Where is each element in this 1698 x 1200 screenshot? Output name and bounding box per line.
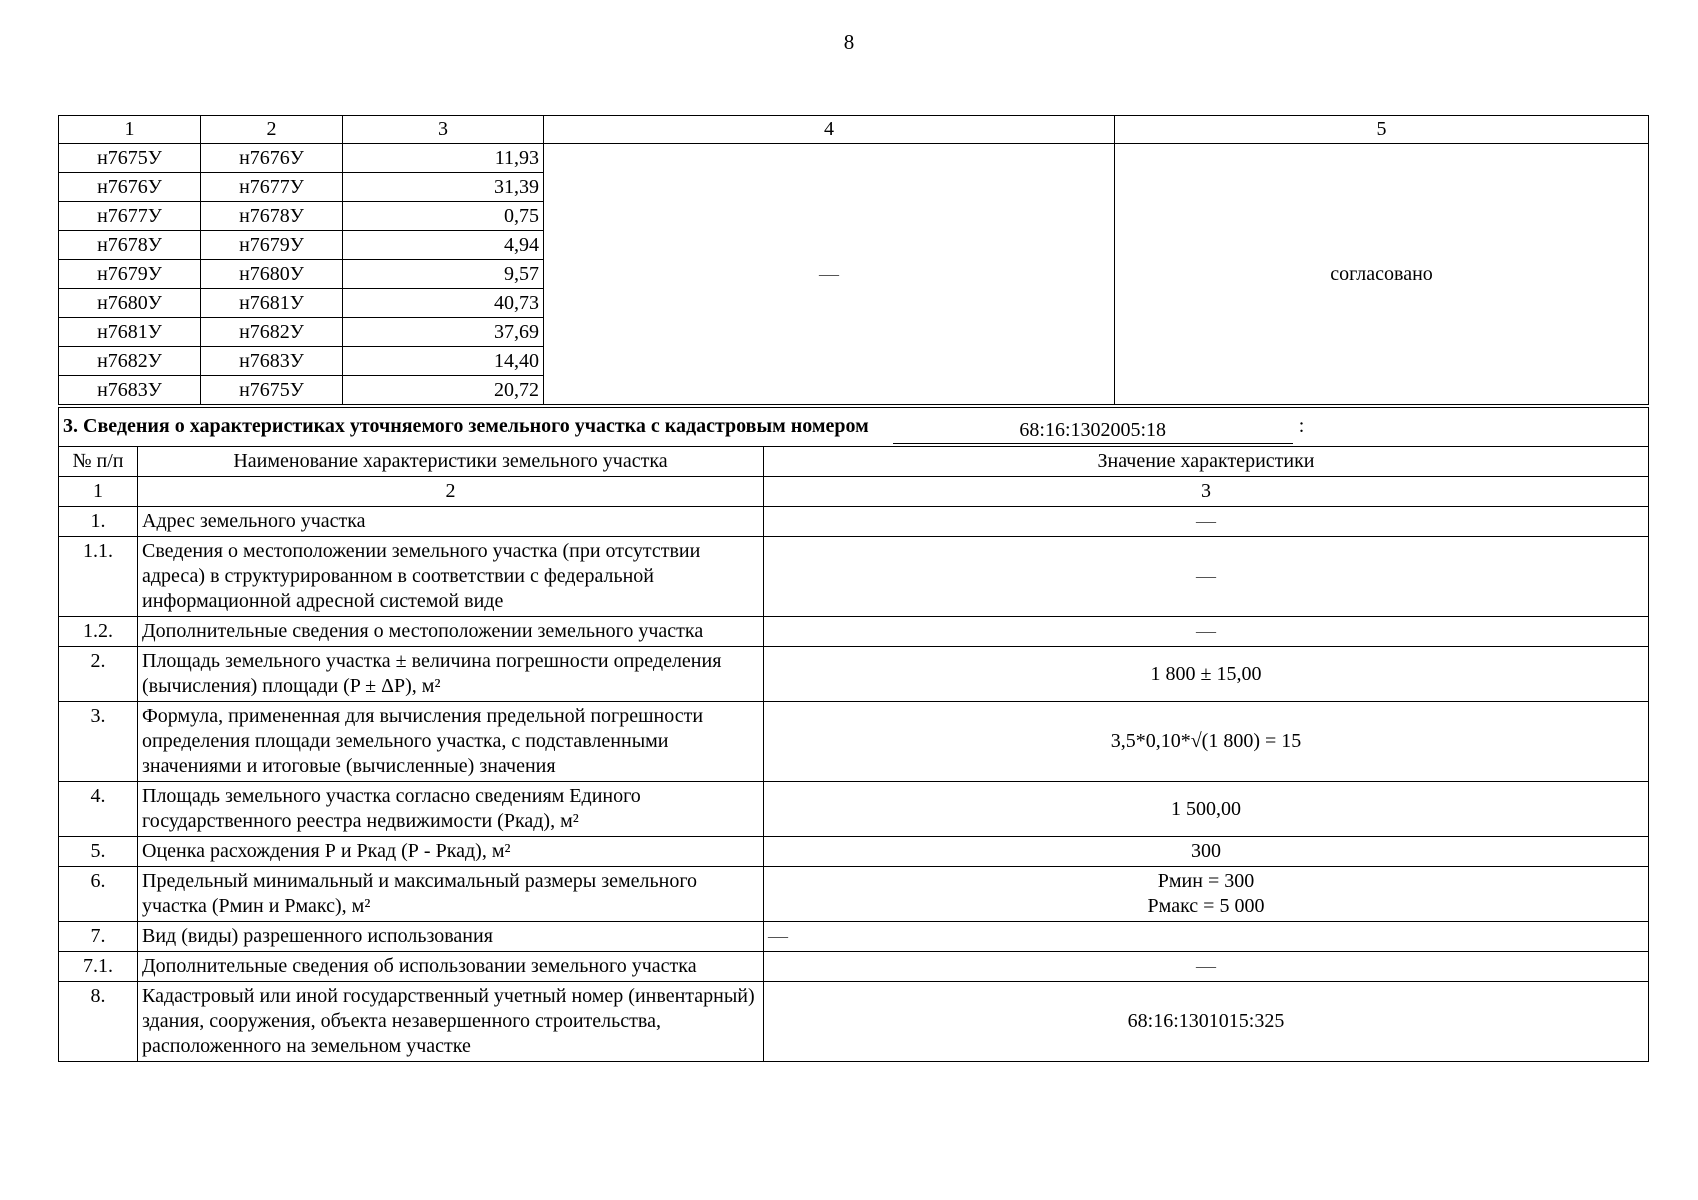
row-number: 1.1. — [59, 537, 138, 617]
row-number: 7.1. — [59, 952, 138, 982]
to-point: н7682У — [201, 318, 343, 347]
column-number-row — [59, 477, 1649, 507]
row-name: Кадастровый или иной государственный учетный номер (инвентарный) здания, сооружения, объекта незавершенного строительства, расположенного на земельном участке — [138, 982, 764, 1062]
col-header-5: 5 — [1115, 116, 1649, 144]
to-point: н7677У — [201, 173, 343, 202]
table-row — [59, 782, 1649, 837]
from-point: н7682У — [59, 347, 201, 376]
row-number: 3. — [59, 702, 138, 782]
from-point: н7680У — [59, 289, 201, 318]
row-number: 5. — [59, 837, 138, 867]
segment-length: 0,75 — [343, 202, 544, 231]
row-name: Вид (виды) разрешенного использования — [138, 922, 764, 952]
row-number: 6. — [59, 867, 138, 922]
table-row — [59, 702, 1649, 782]
segment-length: 37,69 — [343, 318, 544, 347]
table-row — [59, 507, 1649, 537]
characteristics-table — [58, 407, 1649, 1062]
row-value: 3,5*0,10*√(1 800) = 15 — [764, 702, 1649, 782]
section-title-row — [59, 408, 1649, 447]
segment-length: 31,39 — [343, 173, 544, 202]
row-number: 7. — [59, 922, 138, 952]
to-point: н7676У — [201, 144, 343, 173]
col-header-3: 3 — [343, 116, 544, 144]
table-row — [59, 144, 1649, 173]
table-row — [59, 617, 1649, 647]
col-header-4: 4 — [544, 116, 1115, 144]
row-number: 1.2. — [59, 617, 138, 647]
to-point: н7683У — [201, 347, 343, 376]
to-point: н7675У — [201, 376, 343, 405]
from-point: н7676У — [59, 173, 201, 202]
col-number-2: 2 — [138, 477, 764, 507]
to-point: н7681У — [201, 289, 343, 318]
row-name: Оценка расхождения Р и Ркад (Р - Ркад), м² — [138, 837, 764, 867]
segment-length: 4,94 — [343, 231, 544, 260]
row-value: 1 500,00 — [764, 782, 1649, 837]
col5-value: согласовано — [1115, 144, 1649, 405]
from-point: н7683У — [59, 376, 201, 405]
row-value: — — [764, 952, 1649, 982]
segment-length: 14,40 — [343, 347, 544, 376]
row-name: Площадь земельного участка ± величина погрешности определения (вычисления) площади (P ± ΔP), м² — [138, 647, 764, 702]
row-value: 68:16:1301015:325 — [764, 982, 1649, 1062]
row-name: Площадь земельного участка согласно сведениям Единого государственного реестра недвижимости (Ркад), м² — [138, 782, 764, 837]
table-row — [59, 982, 1649, 1062]
from-point: н7678У — [59, 231, 201, 260]
col-number-3: 3 — [764, 477, 1649, 507]
row-name: Формула, примененная для вычисления предельной погрешности определения площади земельного участка, с подставленными значениями и итоговые (вычисленные) значения — [138, 702, 764, 782]
col-header-2: 2 — [201, 116, 343, 144]
row-value: — — [764, 537, 1649, 617]
col4-value: — — [544, 144, 1115, 405]
row-number: 1. — [59, 507, 138, 537]
boundary-segments-table — [58, 115, 1649, 405]
segment-length: 9,57 — [343, 260, 544, 289]
max-size-value: Рмакс = 5 000 — [1147, 895, 1265, 917]
row-value — [764, 867, 1649, 922]
table-row — [59, 922, 1649, 952]
from-point: н7675У — [59, 144, 201, 173]
section-title-text: 3. Сведения о характеристиках уточняемого земельного участка с кадастровым номером — [63, 415, 869, 437]
from-point: н7679У — [59, 260, 201, 289]
table-header-row — [59, 116, 1649, 144]
row-value: 1 800 ± 15,00 — [764, 647, 1649, 702]
table-row — [59, 837, 1649, 867]
row-number: 8. — [59, 982, 138, 1062]
col-header-1: 1 — [59, 116, 201, 144]
to-point: н7678У — [201, 202, 343, 231]
row-value: — — [764, 922, 1649, 952]
col-header-name: Наименование характеристики земельного участка — [138, 447, 764, 477]
section-title — [59, 408, 1649, 447]
row-number: 4. — [59, 782, 138, 837]
to-point: н7679У — [201, 231, 343, 260]
segment-length: 40,73 — [343, 289, 544, 318]
col-header-num: № п/п — [59, 447, 138, 477]
row-value: — — [764, 507, 1649, 537]
table-row — [59, 537, 1649, 617]
table-row — [59, 647, 1649, 702]
row-value: — — [764, 617, 1649, 647]
min-size-value: Рмин = 300 — [1157, 870, 1255, 892]
from-point: н7681У — [59, 318, 201, 347]
col-header-value: Значение характеристики — [764, 447, 1649, 477]
table-header-row — [59, 447, 1649, 477]
table-row — [59, 867, 1649, 922]
row-name: Сведения о местоположении земельного участка (при отсутствии адреса) в структурированном в соответствии с федеральной информационной адресной системой виде — [138, 537, 764, 617]
row-name: Адрес земельного участка — [138, 507, 764, 537]
row-name: Дополнительные сведения об использовании земельного участка — [138, 952, 764, 982]
to-point: н7680У — [201, 260, 343, 289]
table-row — [59, 952, 1649, 982]
row-name: Предельный минимальный и максимальный размеры земельного участка (Рмин и Рмакс), м² — [138, 867, 764, 922]
from-point: н7677У — [59, 202, 201, 231]
row-number: 2. — [59, 647, 138, 702]
col-number-1: 1 — [59, 477, 138, 507]
cadastral-colon: : — [1298, 415, 1305, 437]
cadastral-number: 68:16:1302005:18 — [893, 418, 1293, 444]
segment-length: 11,93 — [343, 144, 544, 173]
row-value: 300 — [764, 837, 1649, 867]
segment-length: 20,72 — [343, 376, 544, 405]
page-number: 8 — [843, 30, 855, 54]
row-name: Дополнительные сведения о местоположении земельного участка — [138, 617, 764, 647]
